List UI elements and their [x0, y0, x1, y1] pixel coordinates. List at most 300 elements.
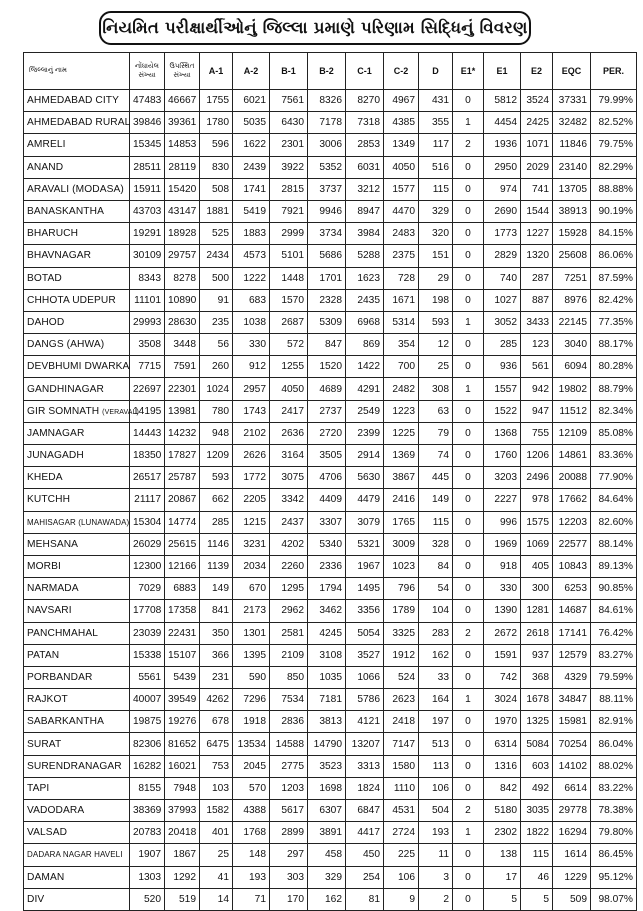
cell-a1: 500: [200, 267, 233, 289]
cell-a2: 912: [233, 356, 270, 378]
cell-e1: 3203: [484, 467, 521, 489]
cell-d: 164: [419, 689, 453, 711]
cell-d: 504: [419, 800, 453, 822]
district-name: NAVSARI: [27, 605, 72, 617]
district-name: DADARA NAGAR HAVELI: [27, 850, 123, 860]
cell-e1: 330: [484, 578, 521, 600]
cell-e1star: 0: [453, 866, 484, 888]
cell-e1: 4454: [484, 112, 521, 134]
cell-c1: 3356: [346, 600, 384, 622]
cell-d: 162: [419, 644, 453, 666]
cell-b1: 2836: [270, 711, 308, 733]
cell-eqc: 15981: [553, 711, 591, 733]
cell-a1: 235: [200, 311, 233, 333]
cell-c2: 4967: [384, 90, 419, 112]
cell-a2: 1215: [233, 511, 270, 533]
district-name: MORBI: [27, 561, 61, 573]
cell-e1star: 0: [453, 489, 484, 511]
district-name: SURAT: [27, 738, 62, 750]
cell-a1: 1139: [200, 555, 233, 577]
cell-e1: 138: [484, 844, 521, 866]
cell-a2: 148: [233, 844, 270, 866]
cell-c2: 3867: [384, 467, 419, 489]
cell-a2: 3231: [233, 533, 270, 555]
cell-e1star: 0: [453, 666, 484, 688]
district-name: AMRELI: [27, 139, 66, 151]
cell-b2: 1701: [308, 267, 346, 289]
cell-c1: 6968: [346, 311, 384, 333]
cell-eqc: 1614: [553, 844, 591, 866]
table-row: [24, 445, 637, 467]
cell-registered: 7029: [130, 578, 165, 600]
cell-c2: 5314: [384, 311, 419, 333]
cell-a1: 2434: [200, 245, 233, 267]
cell-a2: 6021: [233, 90, 270, 112]
cell-e2: 1320: [521, 245, 553, 267]
cell-a2: 1301: [233, 622, 270, 644]
cell-eqc: 23140: [553, 156, 591, 178]
cell-appeared: 28630: [165, 311, 200, 333]
table-row: [24, 644, 637, 666]
cell-b1: 3922: [270, 156, 308, 178]
cell-eqc: 11846: [553, 134, 591, 156]
cell-a2: 1395: [233, 644, 270, 666]
cell-c2: 524: [384, 666, 419, 688]
cell-eqc: 8976: [553, 289, 591, 311]
cell-eqc: 20088: [553, 467, 591, 489]
cell-b2: 3108: [308, 644, 346, 666]
cell-registered: 22697: [130, 378, 165, 400]
cell-registered: 8343: [130, 267, 165, 289]
cell-b1: 2260: [270, 555, 308, 577]
cell-e1star: 1: [453, 378, 484, 400]
cell-d: 593: [419, 311, 453, 333]
cell-a1: 753: [200, 755, 233, 777]
cell-per: 95.12%: [591, 866, 637, 888]
table-row: [24, 245, 637, 267]
cell-c1: 4417: [346, 822, 384, 844]
header-b2: B-2: [308, 53, 346, 90]
cell-a1: 366: [200, 644, 233, 666]
table-row: [24, 533, 637, 555]
cell-c1: 450: [346, 844, 384, 866]
cell-d: 283: [419, 622, 453, 644]
cell-a2: 2626: [233, 445, 270, 467]
cell-eqc: 34847: [553, 689, 591, 711]
cell-d: 29: [419, 267, 453, 289]
cell-b1: 2815: [270, 178, 308, 200]
cell-c1: 3984: [346, 223, 384, 245]
cell-registered: 15304: [130, 511, 165, 533]
cell-c2: 1023: [384, 555, 419, 577]
cell-district: [24, 378, 130, 400]
cell-a2: 1883: [233, 223, 270, 245]
cell-appeared: 18928: [165, 223, 200, 245]
cell-d: 445: [419, 467, 453, 489]
cell-appeared: 43147: [165, 200, 200, 222]
cell-registered: 11101: [130, 289, 165, 311]
cell-eqc: 25608: [553, 245, 591, 267]
cell-e2: 2496: [521, 467, 553, 489]
cell-per: 87.59%: [591, 267, 637, 289]
cell-appeared: 6883: [165, 578, 200, 600]
cell-a2: 1743: [233, 400, 270, 422]
table-row: [24, 134, 637, 156]
district-name: NARMADA: [27, 583, 79, 595]
cell-c2: 1912: [384, 644, 419, 666]
cell-d: 79: [419, 422, 453, 444]
cell-a1: 1755: [200, 90, 233, 112]
cell-a1: 948: [200, 422, 233, 444]
cell-appeared: 7591: [165, 356, 200, 378]
cell-appeared: 3448: [165, 334, 200, 356]
cell-a2: 5035: [233, 112, 270, 134]
cell-a1: 508: [200, 178, 233, 200]
cell-appeared: 22431: [165, 622, 200, 644]
cell-registered: 40007: [130, 689, 165, 711]
cell-eqc: 10843: [553, 555, 591, 577]
cell-per: 76.42%: [591, 622, 637, 644]
cell-c1: 1824: [346, 777, 384, 799]
cell-b1: 170: [270, 888, 308, 910]
cell-e2: 46: [521, 866, 553, 888]
table-row: [24, 888, 637, 910]
cell-b2: 2336: [308, 555, 346, 577]
cell-eqc: 7251: [553, 267, 591, 289]
cell-per: 90.85%: [591, 578, 637, 600]
cell-e2: 3524: [521, 90, 553, 112]
header-appeared: ઉપસ્થિત સંખ્યા: [165, 53, 200, 90]
cell-e1star: 0: [453, 888, 484, 910]
cell-eqc: 11512: [553, 400, 591, 422]
cell-appeared: 13981: [165, 400, 200, 422]
cell-registered: 82306: [130, 733, 165, 755]
cell-per: 88.02%: [591, 755, 637, 777]
table-body: [24, 90, 637, 911]
table-row: [24, 178, 637, 200]
cell-district: [24, 356, 130, 378]
cell-c1: 7318: [346, 112, 384, 134]
cell-c1: 6031: [346, 156, 384, 178]
cell-e2: 115: [521, 844, 553, 866]
cell-district: [24, 467, 130, 489]
cell-b2: 8326: [308, 90, 346, 112]
cell-district: [24, 245, 130, 267]
cell-e1star: 0: [453, 578, 484, 600]
cell-e1star: 0: [453, 600, 484, 622]
cell-d: 198: [419, 289, 453, 311]
cell-registered: 26029: [130, 533, 165, 555]
district-name: TAPI: [27, 782, 50, 794]
cell-a1: 1209: [200, 445, 233, 467]
cell-a2: 2102: [233, 422, 270, 444]
cell-a2: 4573: [233, 245, 270, 267]
cell-a1: 103: [200, 777, 233, 799]
cell-b2: 3734: [308, 223, 346, 245]
cell-per: 88.11%: [591, 689, 637, 711]
cell-appeared: 20867: [165, 489, 200, 511]
cell-appeared: 25615: [165, 533, 200, 555]
cell-registered: 26517: [130, 467, 165, 489]
cell-appeared: 37993: [165, 800, 200, 822]
cell-b2: 5352: [308, 156, 346, 178]
cell-eqc: 29778: [553, 800, 591, 822]
cell-registered: 12300: [130, 555, 165, 577]
table-row: [24, 822, 637, 844]
cell-a2: 570: [233, 777, 270, 799]
cell-c1: 869: [346, 334, 384, 356]
header-c2: C-2: [384, 53, 419, 90]
cell-d: 2: [419, 888, 453, 910]
cell-e1star: 1: [453, 311, 484, 333]
cell-e2: 937: [521, 644, 553, 666]
cell-per: 82.52%: [591, 112, 637, 134]
cell-d: 74: [419, 445, 453, 467]
cell-c2: 4385: [384, 112, 419, 134]
cell-b1: 2999: [270, 223, 308, 245]
cell-b1: 2417: [270, 400, 308, 422]
cell-c2: 2418: [384, 711, 419, 733]
cell-a2: 2439: [233, 156, 270, 178]
cell-per: 79.59%: [591, 666, 637, 688]
district-name: MAHISAGAR (LUNAWADA): [27, 517, 130, 527]
cell-registered: 7715: [130, 356, 165, 378]
cell-appeared: 81652: [165, 733, 200, 755]
cell-district: [24, 334, 130, 356]
cell-e1star: 0: [453, 223, 484, 245]
cell-c2: 1765: [384, 511, 419, 533]
cell-district: [24, 800, 130, 822]
cell-a2: 2045: [233, 755, 270, 777]
cell-d: 328: [419, 533, 453, 555]
cell-c2: 225: [384, 844, 419, 866]
cell-appeared: 5439: [165, 666, 200, 688]
cell-b1: 6430: [270, 112, 308, 134]
table-row: [24, 156, 637, 178]
cell-b2: 3006: [308, 134, 346, 156]
cell-a2: 7296: [233, 689, 270, 711]
cell-a1: 14: [200, 888, 233, 910]
cell-district: [24, 755, 130, 777]
district-name: KHEDA: [27, 472, 63, 484]
cell-a2: 683: [233, 289, 270, 311]
cell-c1: 5786: [346, 689, 384, 711]
cell-b2: 4409: [308, 489, 346, 511]
cell-c2: 1225: [384, 422, 419, 444]
cell-e1star: 0: [453, 755, 484, 777]
cell-e2: 1678: [521, 689, 553, 711]
cell-appeared: 20418: [165, 822, 200, 844]
cell-district: [24, 711, 130, 733]
district-name: ANAND: [27, 161, 64, 173]
cell-c1: 3212: [346, 178, 384, 200]
cell-appeared: 15420: [165, 178, 200, 200]
district-name: PORBANDAR: [27, 671, 93, 683]
cell-per: 79.99%: [591, 90, 637, 112]
cell-c2: 1110: [384, 777, 419, 799]
cell-per: 86.04%: [591, 733, 637, 755]
cell-eqc: 16294: [553, 822, 591, 844]
cell-district: [24, 267, 130, 289]
district-name: JAMNAGAR: [27, 427, 85, 439]
cell-eqc: 14687: [553, 600, 591, 622]
cell-e1: 5812: [484, 90, 521, 112]
cell-eqc: 12579: [553, 644, 591, 666]
cell-c2: 4531: [384, 800, 419, 822]
cell-b1: 7561: [270, 90, 308, 112]
cell-d: 113: [419, 755, 453, 777]
cell-per: 82.42%: [591, 289, 637, 311]
table-row: [24, 400, 637, 422]
district-name: PANCHMAHAL: [27, 627, 99, 639]
cell-c1: 13207: [346, 733, 384, 755]
cell-eqc: 12203: [553, 511, 591, 533]
cell-b1: 2636: [270, 422, 308, 444]
cell-district: [24, 866, 130, 888]
cell-district: [24, 134, 130, 156]
cell-appeared: 29757: [165, 245, 200, 267]
table-header-row: [24, 53, 637, 90]
cell-d: 115: [419, 511, 453, 533]
cell-per: 79.80%: [591, 822, 637, 844]
cell-b1: 7534: [270, 689, 308, 711]
cell-a2: 2957: [233, 378, 270, 400]
cell-appeared: 14232: [165, 422, 200, 444]
district-name: KUTCHH: [27, 494, 71, 506]
district-name: BANASKANTHA: [27, 206, 104, 218]
cell-eqc: 70254: [553, 733, 591, 755]
cell-e1star: 2: [453, 134, 484, 156]
cell-district: [24, 777, 130, 799]
table-row: [24, 578, 637, 600]
cell-district: [24, 533, 130, 555]
cell-b1: 303: [270, 866, 308, 888]
table-row: [24, 600, 637, 622]
cell-d: 115: [419, 178, 453, 200]
cell-d: 12: [419, 334, 453, 356]
cell-registered: 15911: [130, 178, 165, 200]
cell-a2: 1918: [233, 711, 270, 733]
cell-district: [24, 822, 130, 844]
cell-eqc: 38913: [553, 200, 591, 222]
cell-c2: 1223: [384, 400, 419, 422]
cell-per: 84.61%: [591, 600, 637, 622]
cell-per: 89.13%: [591, 555, 637, 577]
cell-d: 11: [419, 844, 453, 866]
cell-eqc: 17141: [553, 622, 591, 644]
cell-e2: 492: [521, 777, 553, 799]
cell-d: 516: [419, 156, 453, 178]
table-row: [24, 112, 637, 134]
cell-e1star: 0: [453, 445, 484, 467]
cell-district: [24, 200, 130, 222]
cell-per: 86.45%: [591, 844, 637, 866]
cell-district: [24, 733, 130, 755]
cell-per: 77.35%: [591, 311, 637, 333]
cell-a1: 260: [200, 356, 233, 378]
cell-b2: 3505: [308, 445, 346, 467]
district-name: RAJKOT: [27, 694, 68, 706]
cell-appeared: 39549: [165, 689, 200, 711]
cell-b2: 329: [308, 866, 346, 888]
cell-appeared: 46667: [165, 90, 200, 112]
cell-c2: 700: [384, 356, 419, 378]
cell-d: 3: [419, 866, 453, 888]
cell-d: 355: [419, 112, 453, 134]
table-row: [24, 200, 637, 222]
cell-b2: 7181: [308, 689, 346, 711]
cell-d: 431: [419, 90, 453, 112]
table-row: [24, 223, 637, 245]
table-row: [24, 356, 637, 378]
cell-e1: 17: [484, 866, 521, 888]
cell-a1: 56: [200, 334, 233, 356]
cell-a2: 1768: [233, 822, 270, 844]
cell-a1: 841: [200, 600, 233, 622]
cell-c2: 1580: [384, 755, 419, 777]
cell-e1: 6314: [484, 733, 521, 755]
cell-appeared: 12166: [165, 555, 200, 577]
cell-a1: 525: [200, 223, 233, 245]
cell-e1: 2302: [484, 822, 521, 844]
cell-a2: 13534: [233, 733, 270, 755]
cell-registered: 14195: [130, 400, 165, 422]
header-a1: A-1: [200, 53, 233, 90]
cell-appeared: 1292: [165, 866, 200, 888]
cell-registered: 29993: [130, 311, 165, 333]
cell-a1: 41: [200, 866, 233, 888]
cell-appeared: 39361: [165, 112, 200, 134]
cell-b2: 14790: [308, 733, 346, 755]
cell-e1: 1316: [484, 755, 521, 777]
cell-district: [24, 888, 130, 910]
cell-district: [24, 600, 130, 622]
cell-e2: 1544: [521, 200, 553, 222]
cell-b2: 5340: [308, 533, 346, 555]
cell-e1star: 0: [453, 511, 484, 533]
cell-registered: 520: [130, 888, 165, 910]
table-row: [24, 777, 637, 799]
cell-registered: 23039: [130, 622, 165, 644]
cell-b1: 7921: [270, 200, 308, 222]
table-row: [24, 844, 637, 866]
cell-appeared: 19276: [165, 711, 200, 733]
cell-b1: 2109: [270, 644, 308, 666]
cell-e2: 978: [521, 489, 553, 511]
cell-b1: 14588: [270, 733, 308, 755]
cell-c1: 5321: [346, 533, 384, 555]
cell-eqc: 19802: [553, 378, 591, 400]
district-name: AHMEDABAD CITY: [27, 95, 119, 107]
cell-b2: 2328: [308, 289, 346, 311]
cell-a2: 2205: [233, 489, 270, 511]
cell-e1star: 0: [453, 400, 484, 422]
cell-d: 193: [419, 822, 453, 844]
cell-c2: 2483: [384, 223, 419, 245]
cell-c2: 796: [384, 578, 419, 600]
cell-registered: 19875: [130, 711, 165, 733]
header-e1star: E1*: [453, 53, 484, 90]
cell-a1: 149: [200, 578, 233, 600]
cell-a1: 231: [200, 666, 233, 688]
cell-c2: 1349: [384, 134, 419, 156]
cell-per: 88.88%: [591, 178, 637, 200]
cell-e1: 1557: [484, 378, 521, 400]
cell-per: 98.07%: [591, 888, 637, 910]
header-e1: E1: [484, 53, 521, 90]
cell-c2: 2416: [384, 489, 419, 511]
cell-e2: 755: [521, 422, 553, 444]
